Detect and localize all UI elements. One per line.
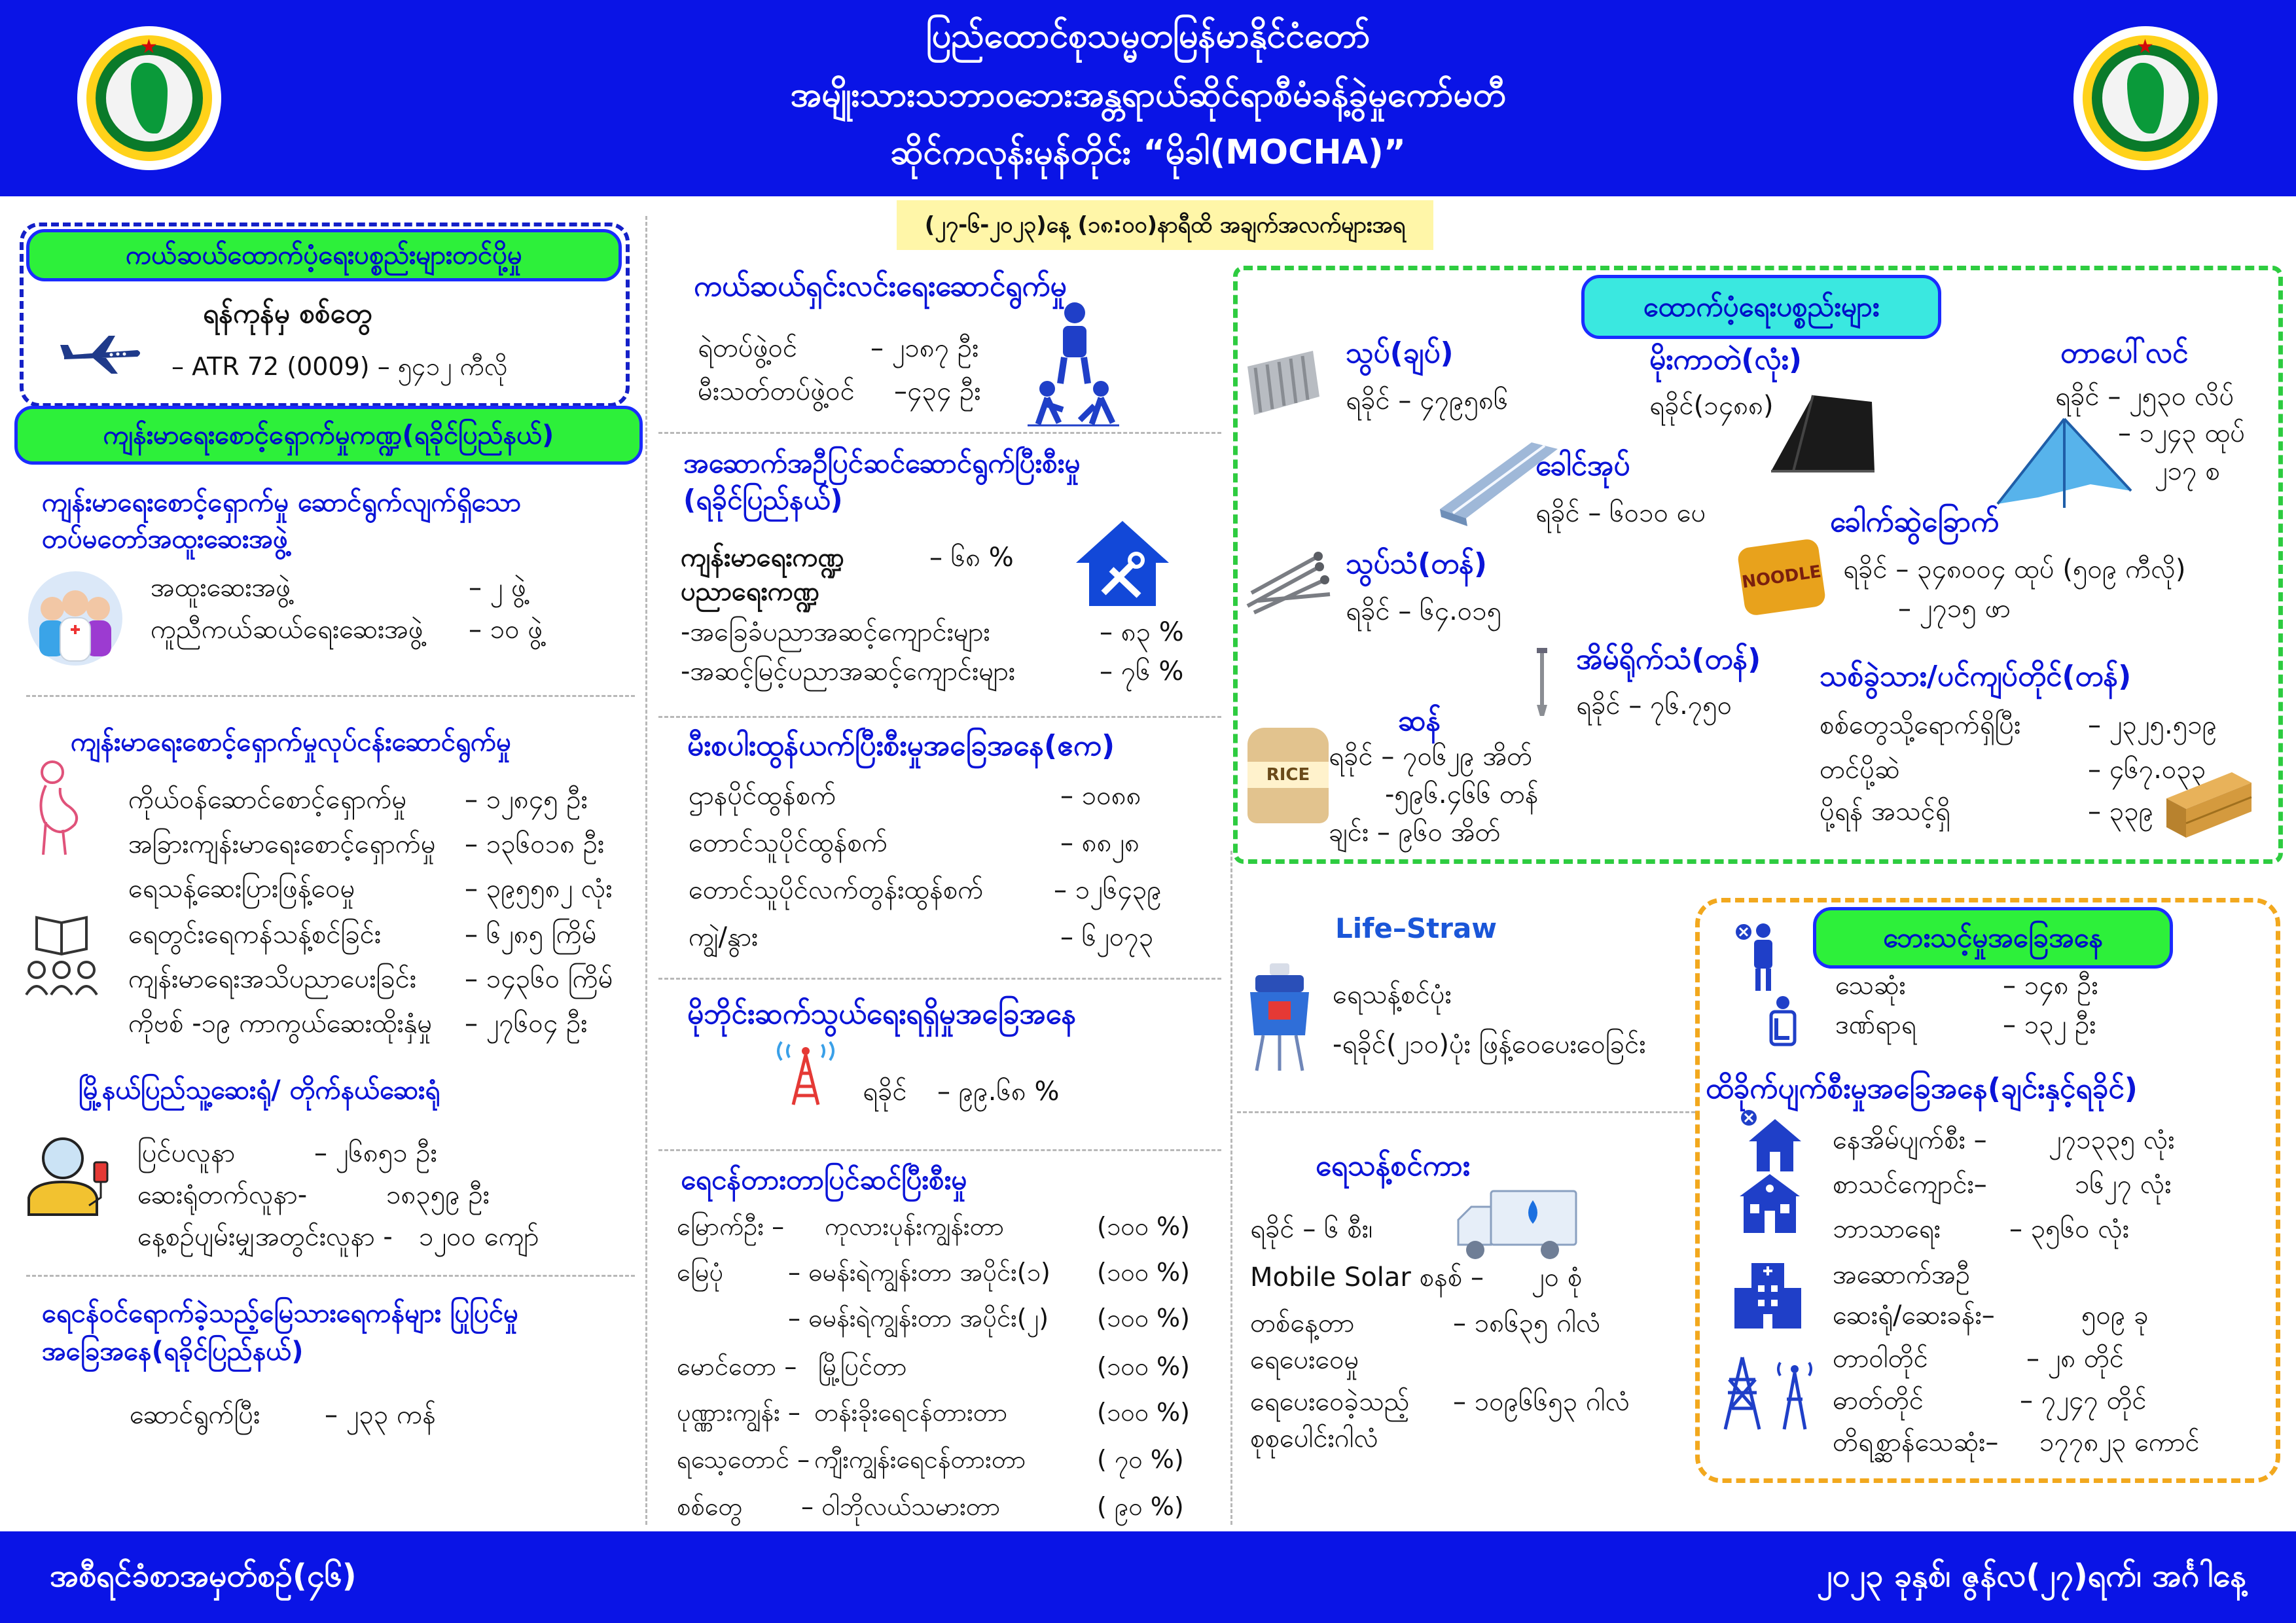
hospital-label-3: နေ့စဉ်ပျမ်းမျှအတွင်းလူနာ - bbox=[137, 1222, 393, 1252]
noodle-line-1: ရခိုင် – ၃၄၈၀၀၄ ထုပ် (၅၀၉ ကီလို) bbox=[1843, 554, 2186, 584]
casualties-title: ဘေးသင့်မှုအခြေအနေ bbox=[1813, 907, 2173, 969]
rebuild-label-4: -အဆင့်မြင့်ပညာအဆင့်ကျောင်းများ bbox=[681, 656, 1016, 687]
tarpaulin-line-3: ၂၁၇ စ bbox=[2155, 456, 2220, 486]
team-value-2: – ၁၀ ဖွဲ့ bbox=[469, 615, 543, 645]
damage-label-3: ဘာသာရေး bbox=[1833, 1214, 1941, 1244]
activity-value-1: – ၁၂၈၄၅ ဦး bbox=[465, 785, 588, 815]
rescue-workers-icon bbox=[1024, 298, 1122, 429]
noodle-pack-label: NOODLE bbox=[1740, 562, 1823, 593]
lifestraw-line-1: ရေသန့်စင်ပုံး bbox=[1333, 980, 1452, 1010]
noodle-title: ခေါက်ဆွဲခြောက် bbox=[1830, 505, 2000, 539]
rebuild-value-3: – ၈၃ % bbox=[1100, 617, 1184, 647]
damage-label-7: ဓာတ်တိုင် bbox=[1833, 1385, 1924, 1416]
pregnant-woman-icon bbox=[26, 759, 85, 857]
plough-label-3: တောင်သူပိုင်လက်တွန်းထွန်စက် bbox=[689, 875, 984, 905]
activity-label-1: ကိုယ်ဝန်ဆောင်စောင့်ရှောက်မှု bbox=[128, 785, 407, 815]
damage-label-4: အဆောက်အဦ bbox=[1833, 1260, 1971, 1290]
rescue-label-1: ရဲတပ်ဖွဲ့ဝင် bbox=[698, 333, 798, 363]
column-divider bbox=[1230, 851, 1232, 1525]
separator bbox=[658, 978, 1221, 980]
damage-value-6: – ၂၈ တိုင် bbox=[2026, 1344, 2125, 1374]
header-line-3: ဆိုင်ကလုန်းမုန်တိုင်း “မိုခါ(MOCHA)” bbox=[890, 133, 1406, 172]
health-activities-title: ကျန်းမာရေးစောင့်ရှောက်မှုလုပ်ငန်းဆောင်ရွက်မှု bbox=[71, 727, 512, 757]
supplies-title: ထောက်ပံ့ရေးပစ္စည်းများ bbox=[1581, 275, 1941, 339]
activity-value-5: – ၁၄၃၆၀ ကြိမ် bbox=[465, 964, 613, 994]
embankment-detail-6: ကျီးကျွန်းရေငန်တားတာ bbox=[814, 1445, 1026, 1474]
tent-title: မိုးကာတဲ(လုံး) bbox=[1649, 343, 1802, 376]
embankment-value-7: ( ၉၀ %) bbox=[1097, 1492, 1184, 1521]
rebuild-value-1: – ၆၈ % bbox=[929, 543, 1014, 573]
health-teams-title: ကျန်းမာရေးစောင့်ရှောက်မှု ဆောင်ရွက်လျက်ရှိသော တပ်မတော်အထူးဆေးအဖွဲ့ bbox=[42, 488, 521, 554]
embankment-detail-1: ကုလားပုန်းကျွန်းတာ bbox=[825, 1212, 1005, 1241]
report-date: ၂၀၂၃ ခုနှစ်၊ ဇွန်လ(၂၇)ရက်၊ အင်္ဂါနေ့ bbox=[1817, 1558, 2246, 1594]
damage-value-7: – ၇၂၄၇ တိုင် bbox=[2020, 1385, 2147, 1416]
activity-label-6: ကိုဗစ် -၁၉ ကာကွယ်ဆေးထိုးနှံမှု bbox=[128, 1008, 433, 1039]
airplane-icon bbox=[59, 330, 144, 376]
rescue-label-2: မီးသတ်တပ်ဖွဲ့ဝင် bbox=[698, 376, 855, 406]
rebuild-title: အဆောက်အဦပြင်ဆင်ဆောင်ရွက်ပြီးစီးမှု (ရခိုင်ပြည်နယ်) bbox=[683, 447, 1081, 516]
reservoir-title: ရေငန်ဝင်ရောက်ခဲ့သည့်မြေသားရေကန်များ ပြုပြင်မှုအခြေအနေ(ရခိုင်ပြည်နယ်) bbox=[42, 1298, 519, 1366]
separator bbox=[1237, 1111, 1695, 1113]
team-value-1: – ၂ ဖွဲ့ bbox=[469, 573, 526, 603]
plough-value-3: – ၁၂၆၄၃၉ bbox=[1054, 875, 1162, 905]
airlift-subtitle: ရန်ကုန်မှ စစ်တွေ bbox=[203, 297, 372, 329]
truck-label-5: ရေပေးဝေခဲ့သည့် bbox=[1250, 1387, 1410, 1417]
health-cluster-title: ကျန်းမာရေးစောင့်ရှောက်မှုကဏ္ဍ(ရခိုင်ပြည်နယ်) bbox=[14, 406, 643, 465]
header-line-1: ပြည်ထောင်စုသမ္မတမြန်မာနိုင်ငံတော် bbox=[925, 16, 1371, 56]
damage-label-2: စာသင်ကျောင်း– bbox=[1833, 1169, 1987, 1200]
education-group-icon bbox=[24, 912, 102, 997]
embankment-title: ရေငန်တားတာပြင်ဆင်ပြီးစီးမှု bbox=[681, 1164, 967, 1196]
damage-value-8: ၁၇၇၈၂၃ ကောင် bbox=[2039, 1427, 2200, 1457]
hospital-label-2: ဆေးရုံတက်လူနာ- bbox=[137, 1180, 308, 1210]
truck-label-3: တစ်နေ့တာ bbox=[1250, 1308, 1355, 1338]
activity-label-2: အခြားကျန်းမာရေးစောင့်ရှောက်မှု bbox=[128, 829, 436, 859]
activity-label-4: ရေတွင်းရေကန်သန့်စင်ခြင်း bbox=[128, 919, 382, 950]
tarpaulin-line-2: – ၁၂၄၃ ထုပ် bbox=[2118, 418, 2246, 448]
zinc-sheet-icon bbox=[1241, 347, 1323, 419]
rice-sack-icon bbox=[1247, 728, 1329, 823]
timber-label-2: တင်ပို့ဆဲ bbox=[1820, 755, 1900, 785]
hospital-building-icon bbox=[1732, 1259, 1804, 1331]
truck-value-3: – ၁၈၆၃၅ ဂါလံ bbox=[1453, 1308, 1601, 1338]
lifestraw-title: Life–Straw bbox=[1335, 912, 1498, 944]
reservoir-label: ဆောင်ရွက်ပြီး bbox=[130, 1400, 260, 1430]
telecom-value: – ၉၉.၆၈ % bbox=[937, 1077, 1060, 1107]
rebuild-value-4: – ၇၆ % bbox=[1100, 656, 1184, 687]
timber-value-3: – ၃၃၉ bbox=[2088, 796, 2154, 827]
plough-value-2: – ၈၈၂၈ bbox=[1060, 828, 1139, 858]
column-divider bbox=[645, 216, 647, 1525]
damage-label-5: ဆေးရုံ/ဆေးခန်း– bbox=[1833, 1300, 1995, 1330]
truck-value-2: ၂၀ စုံ bbox=[1532, 1262, 1583, 1293]
embankment-detail-2: – ဓမန်းရဲကျွန်းတာ အပိုင်း(၁) bbox=[788, 1258, 1050, 1287]
rice-line-3: ချင်း – ၉၆၀ အိတ် bbox=[1329, 817, 1501, 847]
timber-value-1: – ၂၃၂၅.၅၁၉ bbox=[2088, 710, 2217, 740]
rice-line-2: -၅၉၆.၄၆၆ တန် bbox=[1385, 779, 1539, 810]
rebuild-label-3: -အခြေခံပညာအဆင့်ကျောင်းများ bbox=[681, 617, 990, 647]
rescue-value-2: –၄၃၄ ဦး bbox=[894, 376, 981, 406]
patient-icon bbox=[26, 1132, 111, 1217]
tent-icon bbox=[1767, 386, 1878, 478]
embankment-detail-7: – ဝါဘိုလယ်သမားတာ bbox=[801, 1492, 1001, 1521]
activity-value-3: – ၃၉၅၅၈၂ လုံး bbox=[465, 874, 613, 904]
water-truck-title: ရေသန့်စင်ကား bbox=[1316, 1149, 1470, 1183]
separator bbox=[26, 1275, 635, 1277]
house-repair-icon bbox=[1073, 517, 1172, 609]
reservoir-value: – ၂၃၃ ကန် bbox=[325, 1400, 436, 1430]
state-seal-left-icon: ★ bbox=[77, 26, 221, 170]
noodle-line-2: – ၂၇၁၅ ဖာ bbox=[1898, 594, 2011, 624]
telecom-title: မိုဘိုင်းဆက်သွယ်ရေးရရှိမှုအခြေအနေ bbox=[687, 997, 1077, 1031]
casualty-label-1: သေဆုံး bbox=[1835, 971, 1906, 1001]
embankment-label-4: မောင်တော – bbox=[677, 1352, 797, 1381]
damaged-house-icon bbox=[1738, 1109, 1804, 1174]
hospital-value-2: ၁၈၃၅၉ ဦး bbox=[386, 1180, 490, 1210]
damage-value-2: ၁၆၂၇ လုံး bbox=[2075, 1169, 2172, 1200]
embankment-label-2: မြေပုံ bbox=[677, 1258, 724, 1287]
rescue-value-1: – ၂၁၈၇ ဦး bbox=[870, 333, 979, 363]
truck-label-2: Mobile Solar စနစ် – bbox=[1250, 1262, 1484, 1293]
damage-title: ထိခိုက်ပျက်စီးမှုအခြေအနေ(ချင်းနှင့်ရခိုင်) bbox=[1706, 1072, 2138, 1105]
timber-value-2: – ၄၆၇.၀၃၃ bbox=[2088, 755, 2206, 785]
embankment-value-1: (၁၀၀ %) bbox=[1097, 1212, 1190, 1241]
embankment-detail-4: မြို့ပြင်တာ bbox=[818, 1352, 907, 1381]
casualty-label-2: ဒဏ်ရာရ bbox=[1835, 1010, 1916, 1040]
report-number: အစီရင်ခံစာအမှတ်စဉ်(၄၆) bbox=[50, 1558, 357, 1594]
zinc-line: ရခိုင် – ၄၇၉၅၈၆ bbox=[1346, 385, 1509, 416]
plough-label-4: ကျွဲ/နွား bbox=[689, 922, 759, 952]
lifestraw-line-2: -ရခိုင်(၂၁၀)ပုံး ဖြန့်ဝေပေးဝေခြင်း bbox=[1333, 1029, 1646, 1060]
damage-value-3: – ၃၅၆၀ လုံး bbox=[2009, 1214, 2130, 1244]
ridge-title: ခေါင်အုပ် bbox=[1535, 449, 1630, 482]
hospital-label-1: ပြင်ပလူနာ bbox=[137, 1138, 236, 1168]
embankment-detail-5: တန်းခိုးရေငန်တားတာ bbox=[814, 1398, 1008, 1427]
rebuild-label-1: ကျန်းမာရေးကဏ္ဍ bbox=[681, 543, 844, 573]
airlift-title: ကယ်ဆယ်ထောက်ပံ့ရေးပစ္စည်းများတင်ပို့မှု bbox=[26, 229, 622, 281]
activity-value-2: – ၁၃၆၀၁၈ ဦး bbox=[465, 829, 605, 859]
activity-label-5: ကျန်းမာရေးအသိပညာပေးခြင်း bbox=[128, 964, 417, 994]
tarpaulin-title: တာပေါ်လင် bbox=[2060, 336, 2189, 370]
rice-line-1: ရခိုင် – ၇၀၆၂၉ အိတ် bbox=[1329, 741, 1533, 772]
hospital-value-1: – ၂၆၈၅၁ ဦး bbox=[314, 1138, 437, 1168]
embankment-label-6: ရသေ့တောင် – bbox=[677, 1445, 810, 1474]
plough-label-2: တောင်သူပိုင်ထွန်စက် bbox=[689, 828, 888, 858]
rice-title: ဆန် bbox=[1398, 704, 1441, 738]
date-band: (၂၇-၆-၂၀၂၃)နေ့ (၁၈:၀၀)နာရီထိ အချက်အလက်များအရ bbox=[897, 200, 1433, 250]
separator bbox=[26, 695, 635, 697]
school-icon bbox=[1737, 1171, 1803, 1237]
team-label-2: ကူညီကယ်ဆယ်ရေးဆေးအဖွဲ့ bbox=[151, 615, 423, 645]
medical-team-icon bbox=[26, 569, 124, 668]
ridge-line: ရခိုင် – ၆၀၁၀ ပေ bbox=[1535, 498, 1706, 528]
nails-icon bbox=[1241, 547, 1333, 619]
header-banner bbox=[0, 0, 2296, 196]
injured-icon bbox=[1763, 995, 1803, 1047]
roof-nails-line: ရခိုင် – ၇၆.၇၅၀ bbox=[1576, 690, 1732, 721]
rebuild-label-2: ပညာရေးကဏ္ဍ bbox=[681, 577, 820, 607]
embankment-value-2: (၁၀၀ %) bbox=[1097, 1258, 1190, 1287]
embankment-value-3: (၁၀၀ %) bbox=[1097, 1304, 1190, 1332]
timber-title: သစ်ခွဲသား/ပင်ကျပ်တိုင်(တန်) bbox=[1820, 660, 2132, 693]
hospital-value-3: ၁၂၀၀ ကျော် bbox=[419, 1222, 539, 1252]
water-filter-icon bbox=[1244, 962, 1316, 1073]
damage-label-8: တိရစ္ဆာန်သေဆုံး– bbox=[1833, 1427, 1999, 1457]
hospital-title: မြို့နယ်ပြည်သူ့ဆေးရုံ/ တိုက်နယ်ဆေးရုံ bbox=[79, 1075, 440, 1105]
power-tower-icon bbox=[1716, 1353, 1821, 1432]
embankment-label-7: စစ်တွေ bbox=[677, 1492, 743, 1521]
embankment-label-1: မြောက်ဦး – bbox=[677, 1212, 785, 1241]
casualty-value-2: – ၁၃၂ ဦး bbox=[2003, 1010, 2096, 1040]
tent-line: ရခိုင်(၁၄၈၈) bbox=[1649, 391, 1774, 421]
footer-banner bbox=[0, 1531, 2296, 1623]
rescue-title: ကယ်ဆယ်ရှင်းလင်းရေးဆောင်ရွက်မှု bbox=[694, 270, 1067, 303]
activity-value-6: – ၂၇၆၀၄ ဦး bbox=[465, 1008, 588, 1039]
state-seal-right-icon: ★ bbox=[2073, 26, 2217, 170]
embankment-value-5: (၁၀၀ %) bbox=[1097, 1398, 1190, 1427]
roof-nails-title: အိမ်ရိုက်သံ(တန်) bbox=[1576, 643, 1761, 676]
truck-label-6: စုစုပေါင်းဂါလံ bbox=[1250, 1423, 1379, 1454]
timber-stack-icon bbox=[2160, 759, 2258, 844]
zinc-nails-title: သွပ်သံ(တန်) bbox=[1346, 547, 1488, 580]
plough-value-1: – ၁၀၈၈ bbox=[1060, 781, 1141, 811]
embankment-value-6: ( ၇၀ %) bbox=[1097, 1445, 1184, 1474]
truck-label-4: ရေပေးဝေမှု bbox=[1250, 1345, 1359, 1375]
roof-nail-icon bbox=[1535, 648, 1549, 716]
timber-label-1: စစ်တွေသို့ရောက်ရှိပြီး bbox=[1820, 710, 2021, 740]
plough-label-1: ဌာနပိုင်ထွန်စက် bbox=[689, 781, 836, 811]
tarpaulin-shelter-icon bbox=[1992, 412, 2136, 510]
cell-tower-icon bbox=[770, 1041, 842, 1106]
embankment-detail-3: – ဓမန်းရဲကျွန်းတာ အပိုင်း(၂) bbox=[788, 1304, 1049, 1332]
noodle-pack-icon bbox=[1736, 538, 1826, 616]
water-truck-icon bbox=[1452, 1185, 1583, 1263]
plough-value-4: – ၆၂၀၇၃ bbox=[1060, 922, 1154, 952]
damage-value-5: ၅၀၉ ခု bbox=[2081, 1300, 2149, 1330]
embankment-label-5: ပုဏ္ဏားကျွန်း – bbox=[677, 1398, 800, 1427]
rice-sack-label: RICE bbox=[1247, 762, 1329, 788]
embankment-value-4: (၁၀၀ %) bbox=[1097, 1352, 1190, 1381]
damage-value-1: ၂၇၁၃၃၅ လုံး bbox=[2049, 1125, 2175, 1155]
separator bbox=[658, 1149, 1221, 1151]
separator bbox=[658, 716, 1221, 718]
telecom-label: ရခိုင် bbox=[863, 1077, 907, 1107]
plough-title: မီးစပါးထွန်ယက်ပြီးစီးမှုအခြေအနေ(ဧက) bbox=[687, 729, 1115, 762]
damage-label-6: တာဝါတိုင် bbox=[1833, 1344, 1928, 1374]
airlift-line: – ATR 72 (0009) – ၅၄၁၂ ကီလို bbox=[171, 352, 508, 381]
zinc-title: သွပ်(ချပ်) bbox=[1346, 336, 1454, 370]
timber-label-3: ပို့ရန် အသင့်ရှိ bbox=[1820, 796, 1950, 827]
truck-label-1: ရခိုင် – ၆ စီး၊ bbox=[1250, 1214, 1373, 1244]
casualty-value-1: – ၁၄၈ ဦး bbox=[2003, 971, 2098, 1001]
truck-value-5: – ၁၀၉၆၆၅၃ ဂါလံ bbox=[1453, 1387, 1630, 1417]
team-label-1: အထူးဆေးအဖွဲ့ bbox=[151, 573, 291, 603]
header-line-2: အမျိုးသားသဘာဝဘေးအန္တရာယ်ဆိုင်ရာစီမံခန့်ခွဲမှုကော်မတီ bbox=[790, 75, 1506, 115]
activity-label-3: ရေသန့်ဆေးပြားဖြန့်ဝေမှု bbox=[128, 874, 355, 904]
separator bbox=[658, 432, 1221, 434]
zinc-nails-line: ရခိုင် – ၆၄.၀၁၅ bbox=[1346, 596, 1502, 626]
deceased-icon bbox=[1734, 921, 1787, 993]
activity-value-4: – ၆၂၈၅ ကြိမ် bbox=[465, 919, 597, 950]
tarpaulin-line-1: ရခိုင် – ၂၅၃၀ လိပ် bbox=[2055, 382, 2234, 412]
damage-label-1: နေအိမ်ပျက်စီး – bbox=[1833, 1125, 1987, 1155]
